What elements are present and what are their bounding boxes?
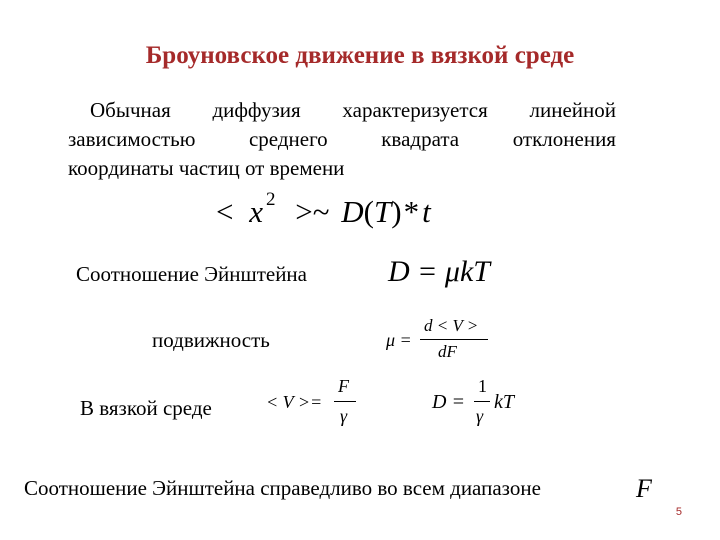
page-number: 5 [675,506,682,518]
velocity-denominator: γ [340,406,348,426]
word: характеризуется [342,98,488,122]
formula-lt: < [216,194,234,229]
d-rhs: kT [494,391,514,413]
intro-line-1 [90,96,616,125]
einstein-formula: D = μkT [388,255,490,288]
mobility-label: подвижность [152,328,270,352]
diffusion-formula [216,188,431,230]
mobility-denominator: dF [438,342,457,361]
formula-d: D [341,194,364,229]
formula-gt: >~ [295,194,330,229]
d-denominator: γ [476,406,484,426]
mobility-numerator: d < V > [424,316,479,335]
word: диффузия [212,98,301,122]
word: Обычная [90,98,171,122]
diffusion-viscous-formula [432,376,532,432]
word: отклонения [512,127,616,151]
word: линейной [529,98,616,122]
formula-exp: 2 [266,188,276,210]
word: среднего [248,127,328,151]
intro-line-3: координаты частиц от времени [68,156,345,180]
fraction-bar [474,401,490,402]
fraction-bar [420,339,488,340]
conclusion-text: Соотношение Эйнштейна справедливо во всем диапазоне [24,476,541,500]
conclusion-var: F [636,474,652,503]
formula-star: * [403,194,420,229]
mobility-formula [386,316,496,364]
viscous-label: В вязкой среде [80,396,212,420]
slide-title: Броуновское движение в вязкой среде [145,42,575,69]
velocity-lhs: < V >= [266,392,323,412]
mu-symbol: μ = [386,330,412,350]
formula-lparen: ( [363,194,374,229]
d-lhs: D = [432,391,465,413]
fraction-bar [334,401,356,402]
word: квадрата [381,127,460,151]
velocity-numerator: F [338,376,349,396]
d-numerator: 1 [478,376,487,396]
einstein-label: Соотношение Эйнштейна [76,262,307,286]
velocity-formula [266,376,366,432]
formula-t-time: t [422,194,431,229]
formula-x: x [249,194,263,229]
word: зависимостью [68,127,196,151]
intro-line-2 [68,125,616,154]
formula-t-temp: T [373,194,392,229]
formula-rparen: ) [391,194,402,229]
